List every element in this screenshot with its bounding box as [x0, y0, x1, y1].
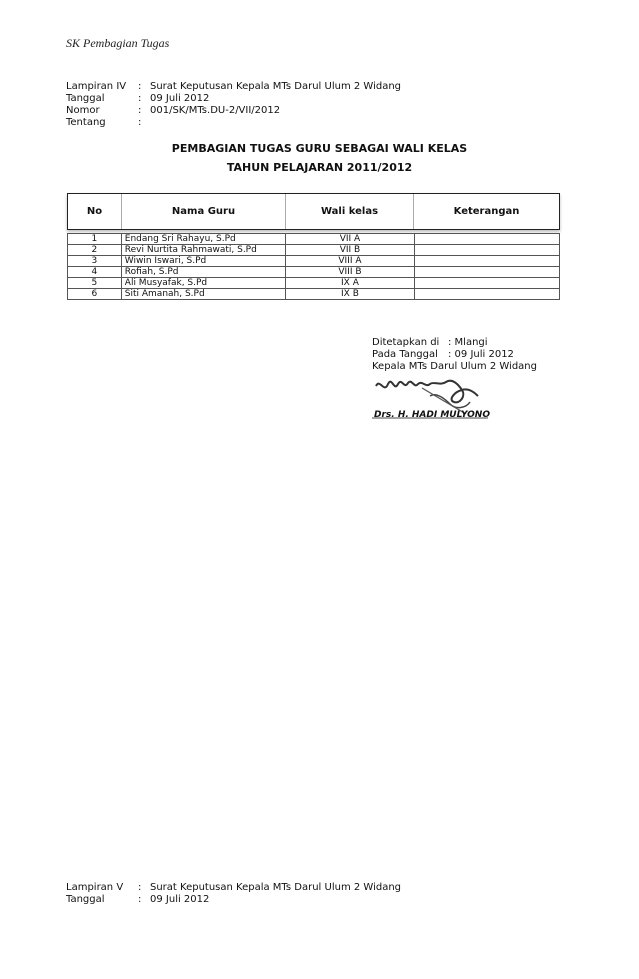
cell-no: 1 — [68, 234, 122, 245]
meta-key: Tanggal — [66, 93, 105, 104]
column-header-keterangan: Keterangan — [453, 206, 520, 217]
column-header-nama: Nama Guru — [122, 194, 286, 229]
sign-date-label: Pada Tanggal — [372, 349, 438, 360]
cell-kelas: IX A — [286, 278, 414, 289]
meta-colon: : — [138, 93, 142, 104]
cell-keterangan — [414, 256, 559, 267]
cell-no: 5 — [68, 278, 122, 289]
cell-keterangan — [414, 289, 559, 300]
cell-kelas: VIII B — [286, 267, 414, 278]
table-row — [68, 245, 560, 256]
document-meta — [66, 81, 401, 129]
table-row — [68, 289, 560, 300]
sign-position-row — [372, 361, 537, 373]
sign-place-row — [372, 337, 537, 349]
cell-no: 6 — [68, 289, 122, 300]
meta-value: Surat Keputusan Kepala MTs Darul Ulum 2 Widang — [150, 81, 402, 92]
meta-colon: : — [138, 105, 142, 116]
cell-nama: Endang Sri Rahayu, S.Pd — [121, 234, 285, 245]
table-row — [68, 234, 560, 245]
document-subheading: TAHUN PELAJARAN 2011/2012 — [226, 161, 413, 174]
signer-name: Drs. H. HADI MULYONO — [374, 410, 490, 420]
meta-key: Tentang — [66, 117, 106, 128]
cell-nama: Revi Nurtita Rahmawati, S.Pd — [121, 245, 285, 256]
sign-place-label: Ditetapkan di — [372, 337, 440, 348]
column-header-wali-kelas: Wali kelas — [286, 194, 414, 229]
meta-row-tentang — [66, 117, 401, 129]
meta-value: 001/SK/MTs.DU-2/VII/2012 — [150, 105, 281, 116]
meta-value: 09 Juli 2012 — [150, 93, 210, 104]
column-header-no: No — [68, 194, 122, 229]
cell-nama: Rofiah, S.Pd — [121, 267, 285, 278]
meta-row-lampiran — [66, 81, 401, 93]
cell-no: 2 — [68, 245, 122, 256]
signature-drawing — [370, 374, 490, 442]
page-header-title: SK Pembagian Tugas — [66, 36, 170, 50]
table-row — [68, 267, 560, 278]
footer-row-tanggal — [66, 894, 401, 906]
cell-kelas: IX B — [286, 289, 414, 300]
next-page-meta — [66, 882, 401, 906]
document-heading: PEMBAGIAN TUGAS GURU SEBAGAI WALI KELAS — [171, 142, 468, 155]
sign-position: Kepala MTs Darul Ulum 2 Widang — [372, 361, 537, 372]
cell-kelas: VIII A — [286, 256, 414, 267]
meta-colon: : — [138, 81, 142, 92]
cell-no: 3 — [68, 256, 122, 267]
meta-key: Nomor — [66, 105, 100, 116]
meta-key: Lampiran IV — [66, 81, 127, 92]
cell-kelas: VII B — [286, 245, 414, 256]
meta-colon: : — [138, 117, 142, 128]
handwritten-signature — [370, 374, 490, 442]
meta-row-tanggal — [66, 93, 401, 105]
meta-row-nomor — [66, 105, 401, 117]
signature-block — [372, 337, 537, 373]
cell-nama: Siti Amanah, S.Pd — [121, 289, 285, 300]
footer-row-lampiran — [66, 882, 401, 894]
cell-keterangan — [414, 245, 559, 256]
table-header — [67, 193, 560, 230]
cell-kelas: VII A — [286, 234, 414, 245]
footer-key: Lampiran V — [66, 882, 124, 893]
sign-date-row — [372, 349, 537, 361]
cell-nama: Ali Musyafak, S.Pd — [121, 278, 285, 289]
footer-colon: : — [138, 882, 142, 893]
cell-keterangan — [414, 278, 559, 289]
table-row — [68, 256, 560, 267]
sign-place-value: : Mlangi — [448, 337, 488, 348]
sign-date-value: : 09 Juli 2012 — [448, 349, 514, 360]
cell-no: 4 — [68, 267, 122, 278]
cell-keterangan — [414, 234, 559, 245]
footer-value: 09 Juli 2012 — [150, 894, 210, 905]
cell-nama: Wiwin Iswari, S.Pd — [121, 256, 285, 267]
teacher-table — [67, 233, 560, 300]
footer-colon: : — [138, 894, 142, 905]
footer-value: Surat Keputusan Kepala MTs Darul Ulum 2 Widang — [150, 882, 402, 893]
cell-keterangan — [414, 267, 559, 278]
footer-key: Tanggal — [66, 894, 105, 905]
table-row — [68, 278, 560, 289]
